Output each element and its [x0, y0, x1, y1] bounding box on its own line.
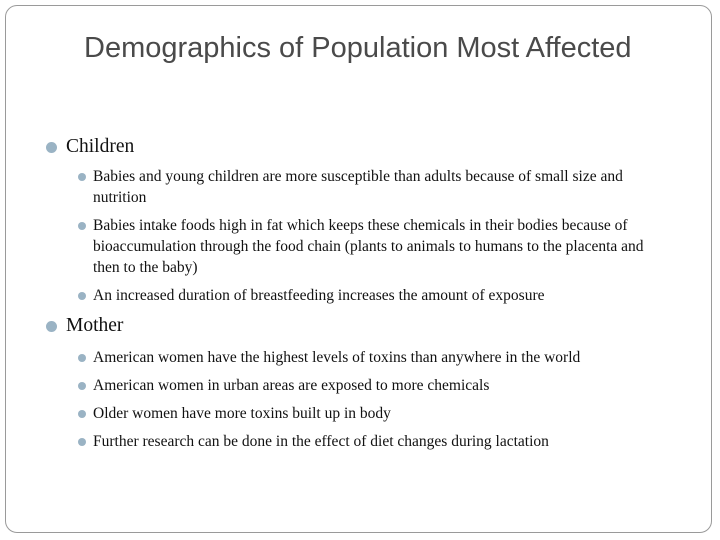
list-item-text: Older women have more toxins built up in body: [93, 405, 391, 422]
list-item-text: American women in urban areas are exposed to more chemicals: [93, 377, 490, 394]
bullet-icon: [78, 292, 86, 300]
slide-content: [6, 134, 713, 459]
section-heading-label: Children: [66, 136, 135, 157]
bullet-icon: [78, 354, 86, 362]
bullet-icon: [46, 321, 57, 332]
list-item: [6, 403, 713, 424]
list-item-text: American women have the highest levels of toxins than anywhere in the world: [93, 349, 581, 366]
section-heading-children: [6, 134, 713, 160]
children-bullet-list: [6, 166, 713, 306]
list-item: [6, 431, 713, 452]
bullet-icon: [78, 438, 86, 446]
slide-title: Demographics of Population Most Affected: [84, 32, 632, 64]
list-item-text: Babies and young children are more susceptible than adults because of small size and nutrition: [93, 168, 623, 206]
section-heading-label: Mother: [66, 315, 124, 336]
list-item: [6, 347, 713, 368]
list-item: [6, 375, 713, 396]
list-item-text: Further research can be done in the effect of diet changes during lactation: [93, 433, 549, 450]
section-heading-mother: [6, 313, 713, 339]
mother-bullet-list: [6, 347, 713, 452]
bullet-icon: [78, 382, 86, 390]
bullet-icon: [46, 142, 57, 153]
list-item-text: An increased duration of breastfeeding increases the amount of exposure: [93, 287, 545, 304]
slide-frame: [5, 5, 712, 533]
bullet-icon: [78, 222, 86, 230]
list-item: [6, 166, 713, 208]
bullet-icon: [78, 173, 86, 181]
list-item-text: Babies intake foods high in fat which keeps these chemicals in their bodies because of bioaccumulation through the food chain (plants to animals to humans to the placenta and then to the baby): [93, 217, 644, 276]
bullet-icon: [78, 410, 86, 418]
list-item: [6, 215, 713, 278]
list-item: [6, 285, 713, 306]
